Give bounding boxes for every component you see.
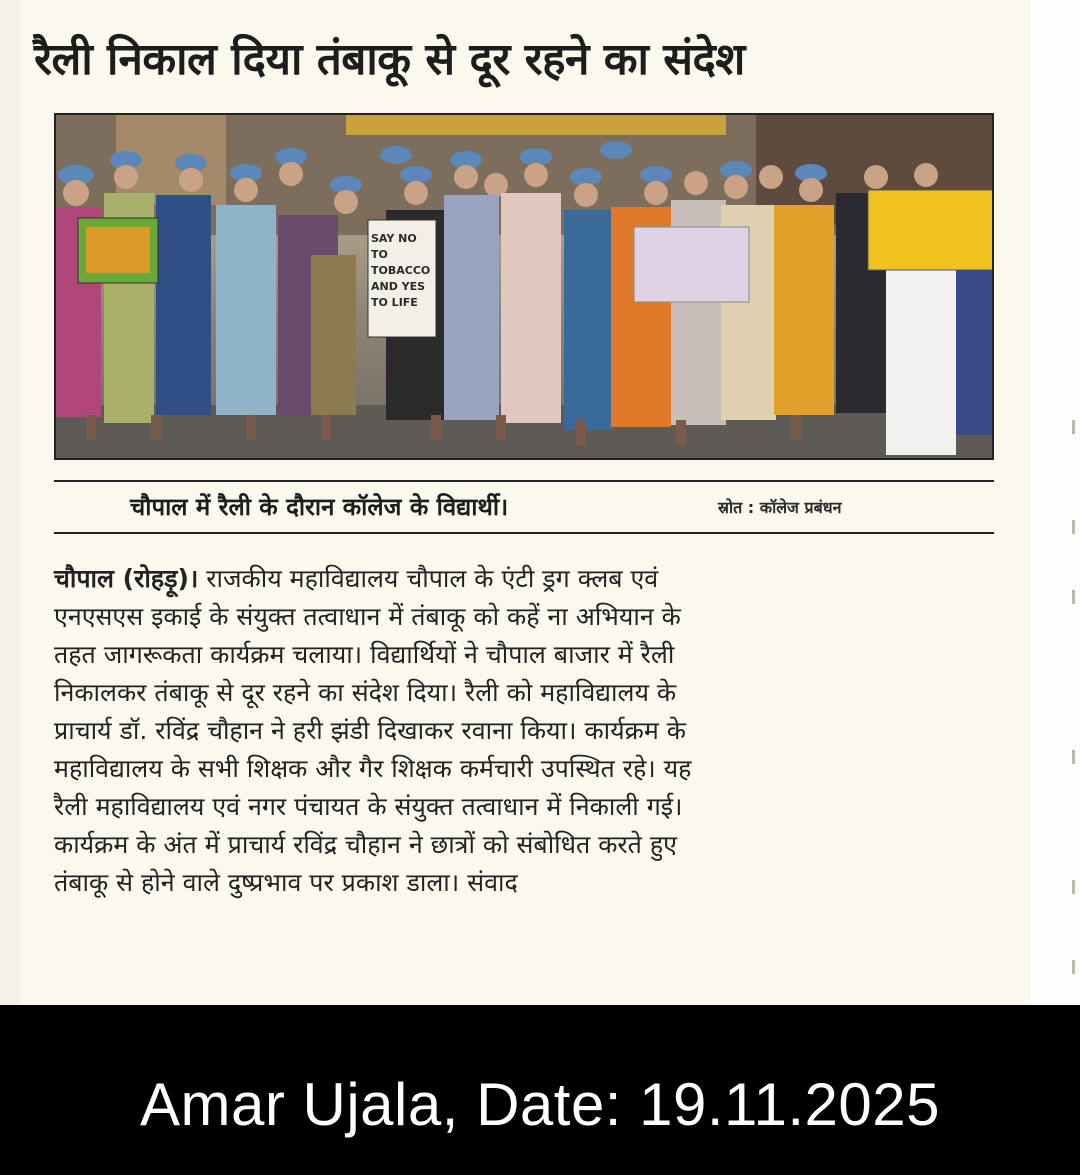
edge-mark [1072,420,1075,434]
edge-mark [1072,880,1075,894]
photo-source: स्रोत : कॉलेज प्रबंधन [718,498,842,517]
body-line: तहत जागरूकता कार्यक्रम चलाया। विद्यार्थियों ने चौपाल बाजार में रैली [54,640,675,669]
body-line: रैली महाविद्यालय एवं नगर पंचायत के संयुक्त तत्वाधान में निकाली गई। [54,792,683,821]
right-margin [1030,0,1080,1005]
article-body [54,560,994,902]
edge-mark [1072,750,1075,764]
placard-slogan: SAY NO TO TOBACCO AND YES TO LIFE [371,232,431,309]
yellow-placard [868,190,994,270]
body-line: प्राचार्य डॉ. रविंद्र चौहान ने हरी झंडी दिखाकर रवाना किया। कार्यक्रम के [54,716,686,745]
body-line: कार्यक्रम के अंत में प्राचार्य रविंद्र चौहान ने छात्रों को संबोधित करते हुए [54,830,677,859]
body-line: निकालकर तंबाकू से दूर रहने का संदेश दिया। रैली को महाविद्यालय के [54,678,677,707]
dateline: चौपाल (रोहड़ू)। [54,564,199,593]
edge-mark [1072,590,1075,604]
rally-photo-illustration [56,115,994,460]
footer-banner [0,1005,1080,1175]
edge-mark [1072,520,1075,534]
edge-mark [1072,960,1075,974]
body-line: एनएसएस इकाई के संयुक्त तत्वाधान में तंबाकू को कहें ना अभियान के [54,602,681,631]
left-margin [0,0,20,1005]
body-line-text: राजकीय महाविद्यालय चौपाल के एंटी ड्रग क्लब एवं [198,564,659,593]
rally-photo [54,113,994,460]
purple-placard [634,227,749,302]
body-line [54,560,994,598]
source-date-label: Amar Ujala, Date: 19.11.2025 [139,1071,940,1138]
body-line: महाविद्यालय के सभी शिक्षक और गैर शिक्षक कर्मचारी उपस्थित रहे। यह [54,754,692,783]
photo-caption: चौपाल में रैली के दौरान कॉलेज के विद्यार्थी। [130,493,509,521]
article-headline: रैली निकाल दिया तंबाकू से दूर रहने का संदेश [34,34,745,85]
body-line: तंबाकू से होने वाले दुष्प्रभाव पर प्रकाश डाला। संवाद [54,868,518,897]
